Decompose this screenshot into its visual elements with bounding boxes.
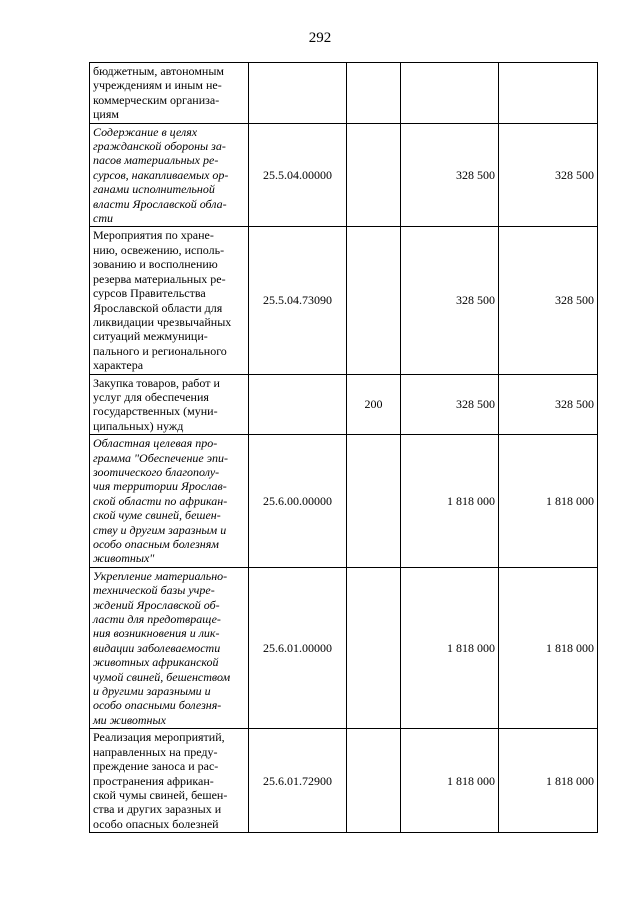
item-name-line: пасов материальных ре- xyxy=(93,153,219,168)
expense-type-cell xyxy=(347,729,401,833)
amount-cell-2: 1 818 000 xyxy=(499,435,598,568)
target-article-cell: 25.6.00.00000 xyxy=(249,435,347,568)
table-row xyxy=(90,435,598,568)
item-name-line: видации заболеваемости xyxy=(93,640,221,655)
item-name-line: ликвидации чрезвычайных xyxy=(93,314,232,329)
item-name-line: Областная целевая про- xyxy=(93,436,218,451)
item-name-cell xyxy=(90,123,249,227)
item-name-line: особо опасных болезней xyxy=(93,816,219,831)
amount-cell-2: 328 500 xyxy=(499,227,598,374)
table-row xyxy=(90,374,598,435)
item-name-line: ству и другим заразным и xyxy=(93,522,227,537)
amount-cell-2: 1 818 000 xyxy=(499,729,598,833)
target-article-cell xyxy=(249,374,347,435)
item-name-line: особо опасными болезня- xyxy=(93,698,222,713)
table-row xyxy=(90,567,598,728)
amount-cell-1: 1 818 000 xyxy=(401,567,499,728)
amount-cell-1: 1 818 000 xyxy=(401,435,499,568)
item-name-line: зоотического благополу- xyxy=(93,464,220,479)
item-name-line: бюджетным, автономным xyxy=(93,64,224,78)
expense-type-cell xyxy=(347,63,401,124)
item-name-line: Реализация мероприятий, xyxy=(93,730,225,745)
item-name-line: ской области по африкан- xyxy=(93,493,228,508)
item-name-line: преждение заноса и рас- xyxy=(93,759,219,774)
item-name-line: власти Ярославской обла- xyxy=(93,196,227,211)
table-row xyxy=(90,123,598,227)
item-name-line: ципальных) нужд xyxy=(93,418,184,433)
item-name-line: сурсов, накапливаемых ор- xyxy=(93,167,229,182)
expense-type-cell xyxy=(347,567,401,728)
table-row xyxy=(90,729,598,833)
item-name-line: направленных на преду- xyxy=(93,744,218,759)
item-name-line: ганами исполнительной xyxy=(93,182,215,197)
target-article-cell: 25.6.01.00000 xyxy=(249,567,347,728)
table-row xyxy=(90,227,598,374)
expense-type-cell xyxy=(347,435,401,568)
amount-cell-1: 328 500 xyxy=(401,123,499,227)
item-name-line: животных" xyxy=(93,551,155,566)
item-name-line: ситуаций межмуници- xyxy=(93,329,208,344)
target-article-cell: 25.5.04.73090 xyxy=(249,227,347,374)
item-name-line: коммерческим организа- xyxy=(93,92,220,107)
item-name-line: услуг для обеспечения xyxy=(93,389,209,404)
item-name-line: ждений Ярославской об- xyxy=(93,597,220,612)
item-name-cell xyxy=(90,374,249,435)
table-row xyxy=(90,63,598,124)
item-name-line: ласти для предотвраще- xyxy=(93,612,221,627)
item-name-line: Содержание в целях xyxy=(93,124,198,139)
amount-cell-2: 1 818 000 xyxy=(499,567,598,728)
expense-type-cell xyxy=(347,123,401,227)
item-name-cell xyxy=(90,435,249,568)
amount-cell-1 xyxy=(401,63,499,124)
amount-cell-1: 328 500 xyxy=(401,374,499,435)
item-name-line: Мероприятия по хране- xyxy=(93,228,214,243)
amount-cell-2: 328 500 xyxy=(499,374,598,435)
item-name-cell xyxy=(90,227,249,374)
item-name-line: характера xyxy=(93,358,144,373)
item-name-cell xyxy=(90,567,249,728)
target-article-cell: 25.6.01.72900 xyxy=(249,729,347,833)
item-name-line: государственных (муни- xyxy=(93,404,218,419)
target-article-cell: 25.5.04.00000 xyxy=(249,123,347,227)
item-name-line: сти xyxy=(93,211,113,226)
item-name-line: ния возникновения и лик- xyxy=(93,626,220,641)
item-name-line: Ярославской области для xyxy=(93,300,223,315)
item-name-line: ской чумы свиней, бешен- xyxy=(93,787,228,802)
item-name-line: технической базы учре- xyxy=(93,583,215,598)
item-name-line: гражданской обороны за- xyxy=(93,139,226,154)
budget-table xyxy=(89,62,598,833)
item-name-line: пального и регионального xyxy=(93,343,227,358)
item-name-line: резерва материальных ре- xyxy=(93,271,226,286)
item-name-line: Укрепление материально- xyxy=(93,568,228,583)
amount-cell-1: 328 500 xyxy=(401,227,499,374)
item-name-line: циям xyxy=(93,107,119,122)
item-name-line: зованию и восполнению xyxy=(93,257,218,272)
item-name-line: чия территории Ярослав- xyxy=(93,479,227,494)
item-name-line: сурсов Правительства xyxy=(93,286,206,301)
item-name-line: особо опасным болезням xyxy=(93,537,219,551)
item-name-line: животных африканской xyxy=(93,655,219,670)
item-name-line: ми животных xyxy=(93,712,166,727)
item-name-line: ской чуме свиней, бешен- xyxy=(93,508,221,523)
amount-cell-2: 328 500 xyxy=(499,123,598,227)
item-name-line: учреждениям и иным не- xyxy=(93,78,222,93)
item-name-line: и другими заразными и xyxy=(93,684,211,699)
expense-type-cell: 200 xyxy=(347,374,401,435)
target-article-cell xyxy=(249,63,347,124)
expense-type-cell xyxy=(347,227,401,374)
item-name-line: ства и других заразных и xyxy=(93,802,222,817)
amount-cell-2 xyxy=(499,63,598,124)
page-number: 292 xyxy=(308,30,332,46)
item-name-line: грамма "Обеспечение эпи- xyxy=(93,450,229,465)
item-name-line: нию, освежению, исполь- xyxy=(93,242,225,257)
item-name-line: чумой свиней, бешенством xyxy=(93,669,231,684)
item-name-line: Закупка товаров, работ и xyxy=(93,375,220,390)
item-name-line: пространения африкан- xyxy=(93,773,214,788)
amount-cell-1: 1 818 000 xyxy=(401,729,499,833)
item-name-cell xyxy=(90,63,249,124)
item-name-cell xyxy=(90,729,249,833)
